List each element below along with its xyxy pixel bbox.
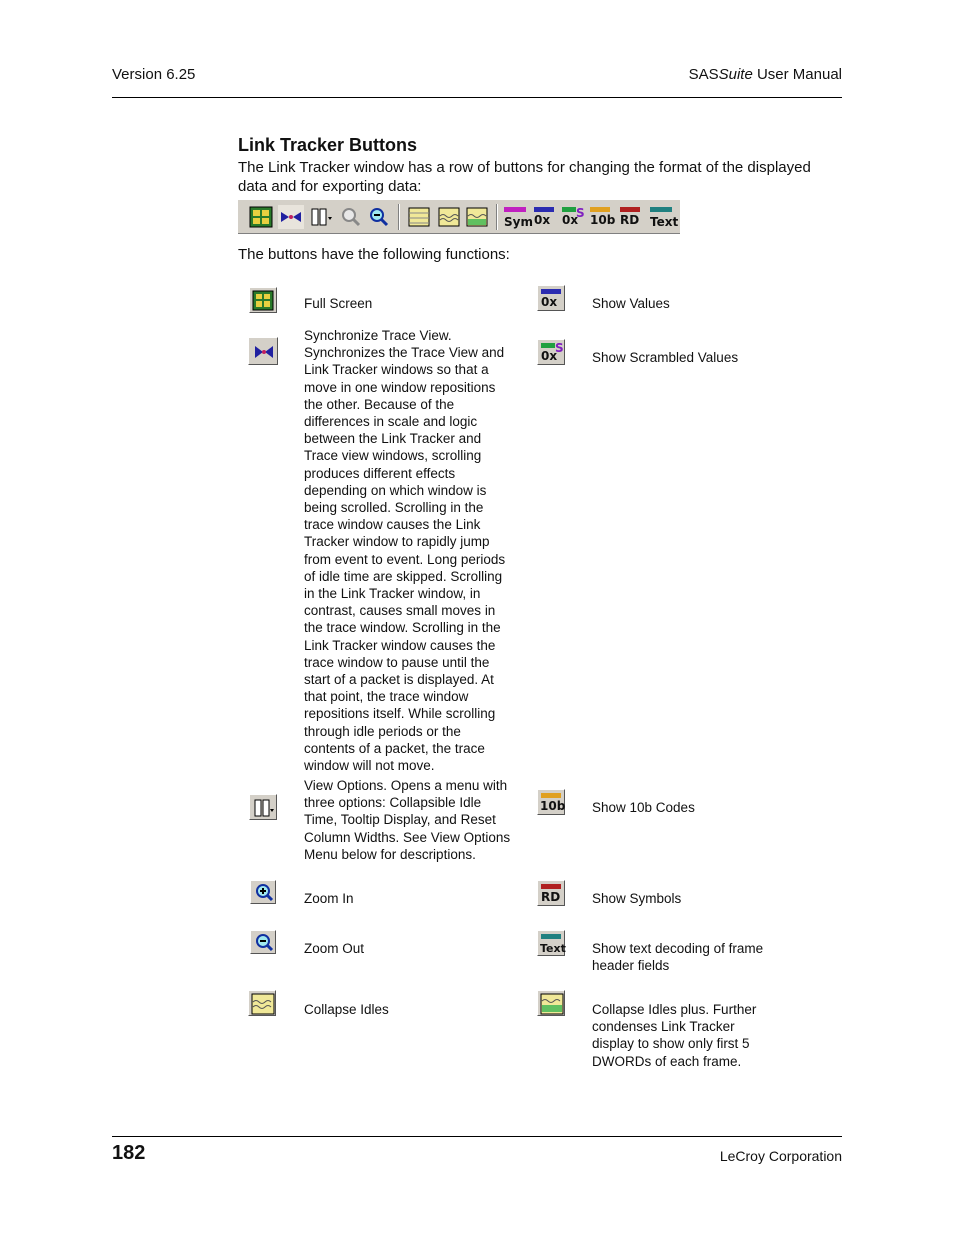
toolbar-sync-icon[interactable] [278, 205, 304, 229]
manual-prefix: SAS [688, 66, 719, 83]
toolbar-collapse-icon-2[interactable] [436, 205, 462, 229]
toolbar-symbols-icon[interactable] [502, 205, 533, 229]
version-label: Version 6.25 [112, 66, 196, 83]
show-symbols-badge: RD [541, 890, 561, 904]
footer-rule [112, 1136, 842, 1137]
collapse-idles-icon [248, 990, 276, 1016]
show-10b-icon [537, 789, 565, 815]
section-title: Link Tracker Buttons [238, 135, 418, 155]
link-tracker-toolbar [238, 199, 680, 234]
toolbar-zoom-in-icon[interactable] [338, 205, 364, 229]
toolbar-rd-icon[interactable] [618, 205, 644, 229]
zoom-out-desc: Zoom Out [304, 941, 365, 956]
show-values-desc: Show Values [592, 296, 670, 311]
page-number: 182 [112, 1142, 146, 1164]
view-options-desc: View Options. Opens a menu with three options: Collapsible Idle Time, Tooltip Display, and Reset Column Widths. See View Options Menu below for descriptions. [304, 778, 511, 862]
full-screen-icon [249, 287, 277, 313]
view-options-icon [249, 794, 277, 820]
zoom-out-icon [250, 930, 276, 954]
collapse-idles-desc: Collapse Idles [304, 1002, 389, 1017]
toolbar-sym-text: Sym [504, 215, 533, 229]
toolbar-view-options-icon[interactable] [308, 205, 334, 229]
toolbar-scrambled-text: 0x [562, 213, 579, 227]
toolbar-10b-icon[interactable] [588, 205, 614, 229]
manual-title [689, 66, 842, 83]
toolbar-zoom-out-icon[interactable] [366, 205, 392, 229]
toolbar-10b-text: 10b [590, 213, 616, 227]
full-screen-desc: Full Screen [304, 296, 373, 311]
header-rule [112, 97, 842, 98]
toolbar-text-icon[interactable] [648, 205, 679, 229]
show-scrambled-desc: Show Scrambled Values [592, 350, 739, 365]
functions-intro: The buttons have the following functions: [238, 246, 510, 263]
sync-trace-desc: Synchronize Trace View. Synchronizes the Trace View and Link Tracker windows so that a move in one window repositions the other. Because of the differences in scale and logic between the Link Tracker and Trace view windows, scrolling produces different effects depending on which window is being scrolled. Scrolling in the trace window causes the Link Tracker window to rapidly jump from event to event. Long periods of idle time are skipped. Scrolling in the Link Tracker window, in contrast, causes small moves in the trace window. Scrolling in the Link Tracker window causes the trace window to pause until the start of a packet is displayed. At that point, the trace window repositions itself. While scrolling through idle periods or the contents of a packet, the trace window will not move. [304, 328, 506, 774]
show-10b-desc: Show 10b Codes [592, 800, 695, 815]
show-10b-badge: 10b [540, 799, 566, 813]
zoom-in-icon [250, 880, 276, 904]
toolbar-scrambled-icon[interactable] [560, 205, 586, 229]
show-text-desc: Show text decoding of frame header fields [592, 941, 764, 974]
manual-suffix: User Manual [752, 66, 842, 83]
manual-italic: Suite [718, 66, 753, 83]
toolbar-text-text: Text [650, 215, 679, 229]
show-symbols-desc: Show Symbols [592, 891, 682, 906]
show-values-icon [537, 285, 565, 311]
toolbar-separator [496, 204, 498, 230]
collapse-plus-desc: Collapse Idles plus. Further condenses Link Tracker display to show only first 5 DWORDs of each frame. [592, 1002, 757, 1069]
company-name: LeCroy Corporation [719, 1148, 842, 1164]
show-text-icon [537, 930, 565, 956]
collapse-plus-icon [537, 990, 565, 1016]
show-scrambled-icon [537, 339, 565, 365]
show-symbols-icon [537, 880, 565, 906]
sync-trace-icon [248, 337, 278, 365]
toolbar-separator [398, 204, 400, 230]
zoom-in-desc: Zoom In [304, 891, 354, 906]
toolbar-rd-text: RD [620, 213, 640, 227]
show-scrambled-badge: 0x [541, 349, 558, 363]
toolbar-values-icon[interactable] [532, 205, 558, 229]
toolbar-values-text: 0x [534, 213, 551, 227]
toolbar-scrambled-s: S [576, 206, 585, 220]
section-intro: The Link Tracker window has a row of buttons for changing the format of the displayed data and for exporting data: [238, 159, 811, 195]
show-text-badge: Text [540, 942, 566, 955]
toolbar-full-screen-icon[interactable] [248, 205, 274, 229]
toolbar-collapse-plus-icon[interactable] [464, 205, 490, 229]
show-values-badge: 0x [541, 295, 558, 309]
show-scrambled-s: S [555, 341, 564, 355]
toolbar-collapse-icon-1[interactable] [406, 205, 432, 229]
